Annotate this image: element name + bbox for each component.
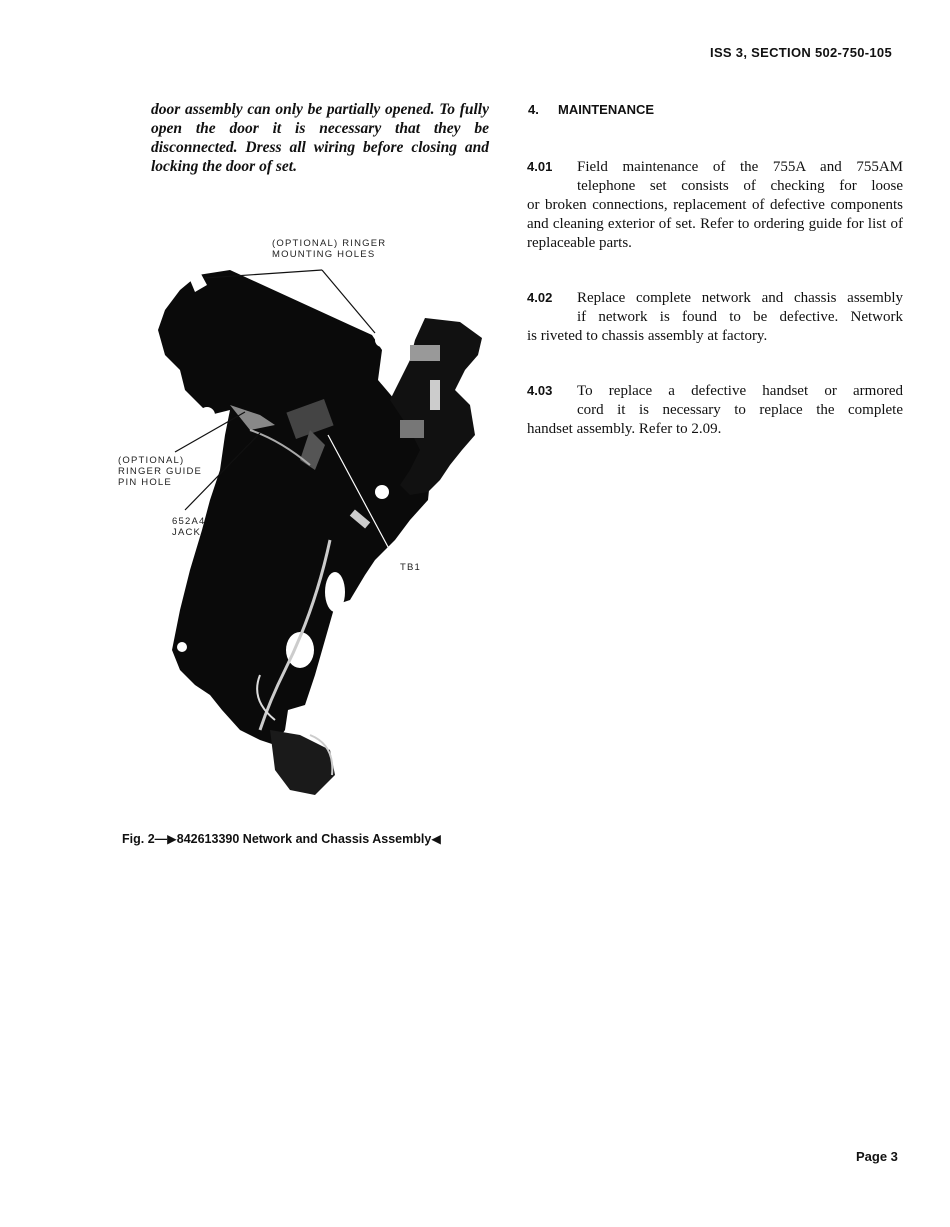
- paragraph-number: 4.02: [527, 290, 553, 305]
- label-line: (OPTIONAL): [118, 455, 185, 466]
- label-line: PIN HOLE: [118, 477, 172, 488]
- mounting-hole: [375, 333, 389, 347]
- paragraph-indent-line: if network is found to be defective. Network: [577, 309, 903, 325]
- component: [400, 420, 424, 438]
- label-ringer-mounting: [272, 238, 386, 260]
- cord-end: [270, 730, 335, 795]
- mounting-hole: [177, 642, 187, 652]
- paragraph-4-02: [527, 288, 903, 346]
- section-title: MAINTENANCE: [558, 102, 655, 117]
- chassis-silhouette: [158, 270, 432, 745]
- chassis-assembly-figure: [110, 230, 510, 810]
- component: [410, 345, 440, 361]
- paragraph-number: 4.01: [527, 159, 553, 174]
- paragraph-4-01: [527, 157, 903, 253]
- paragraph-4-03: [527, 381, 903, 439]
- label-line: 652A4: [172, 516, 206, 527]
- label-tb1: TB1: [400, 562, 422, 573]
- label-line: MOUNTING HOLES: [272, 249, 376, 260]
- paragraph-number: 4.03: [527, 383, 553, 398]
- paragraph-first-line: Replace complete network and chassis assembly: [577, 290, 903, 306]
- label-line: RINGER GUIDE: [118, 466, 203, 477]
- cutout: [325, 572, 345, 612]
- page-number: Page 3: [856, 1149, 898, 1164]
- paragraph-body: is riveted to chassis assembly at factory.: [527, 328, 768, 344]
- page-header: ISS 3, SECTION 502-750-105: [710, 45, 892, 60]
- section-heading: [528, 102, 654, 117]
- paragraph-first-line: Field maintenance of the 755A and 755AM: [577, 159, 903, 175]
- label-line: JACK: [172, 527, 202, 538]
- label-line: (OPTIONAL) RINGER: [272, 238, 387, 249]
- section-number: 4.: [528, 102, 539, 117]
- mounting-hole: [375, 485, 389, 499]
- left-column-text: door assembly can only be partially opened. To fully open the door it is necessary that they be disconnected. Dress all wiring before closing and locking the door of set.: [151, 101, 489, 175]
- paragraph-first-line: To replace a defective handset or armored: [577, 383, 903, 399]
- paragraph-indent-line: telephone set consists of checking for loose: [577, 178, 903, 194]
- mounting-hole: [199, 407, 215, 423]
- label-guide-pin-hole: [118, 455, 202, 488]
- figure-caption: Fig. 2—▶842613390 Network and Chassis Assembly◀: [122, 832, 441, 846]
- paragraph-indent-line: cord it is necessary to replace the complete: [577, 402, 903, 418]
- component: [430, 380, 440, 410]
- paragraph-body: or broken connections, replacement of defective components and cleaning exterior of set. Refer to ordering guide for list of replaceable parts.: [527, 197, 903, 251]
- paragraph-body: handset assembly. Refer to 2.09.: [527, 421, 722, 437]
- label-jack: [172, 516, 205, 538]
